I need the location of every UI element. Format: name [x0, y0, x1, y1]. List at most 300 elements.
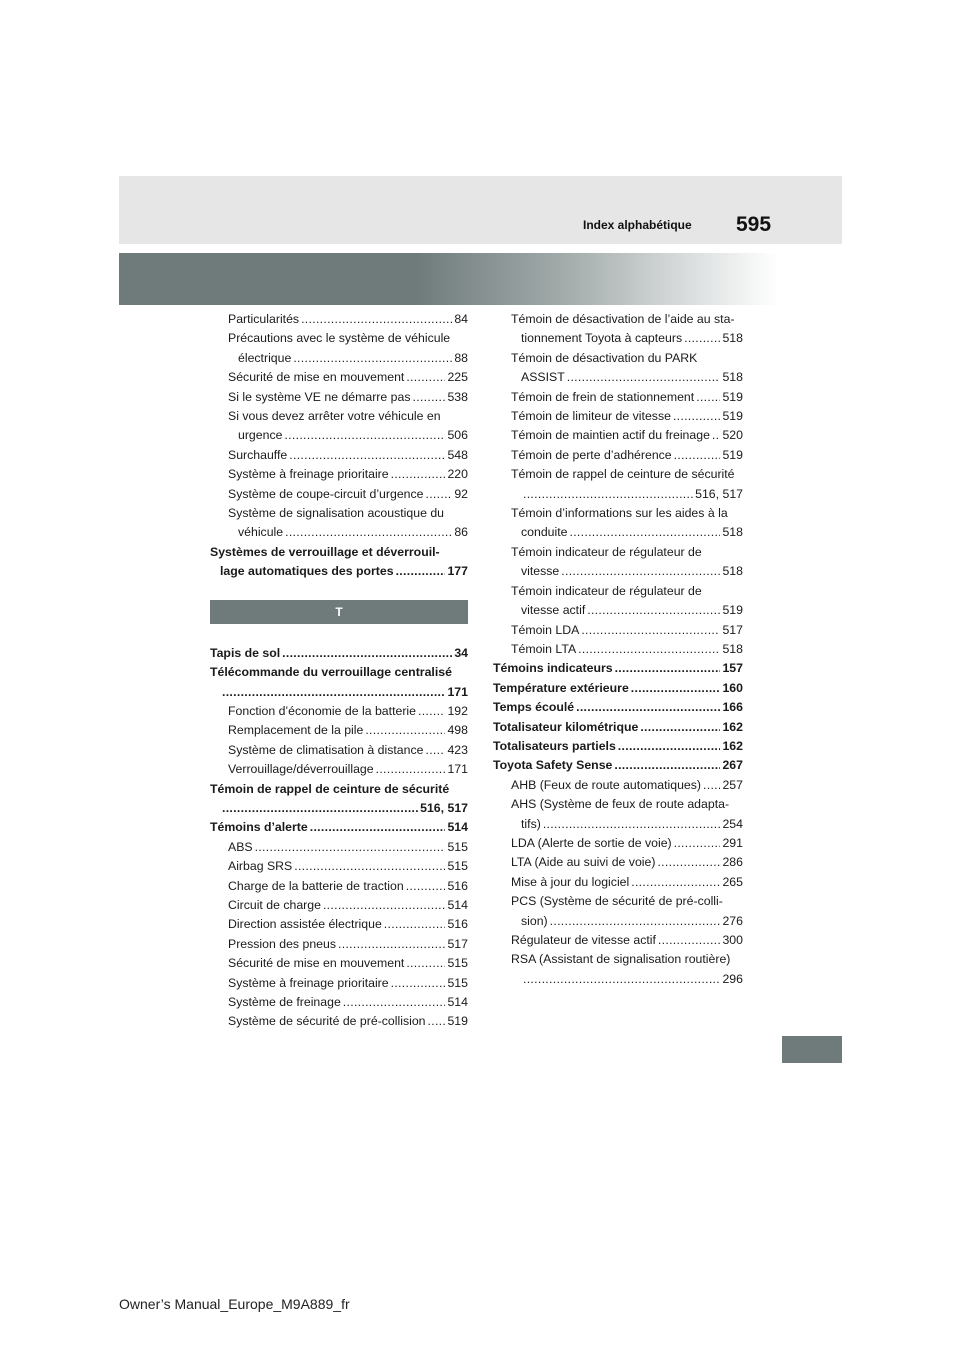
- entry-page-ref: 498: [447, 723, 468, 738]
- index-entry: [493, 795, 743, 834]
- entry-label: Témoin de limiteur de vitesse: [511, 409, 671, 424]
- leader-dots: [418, 702, 445, 721]
- index-entry: [493, 310, 743, 349]
- leader-dots: [640, 718, 720, 737]
- entry-line: [493, 659, 743, 678]
- index-entries-group: [493, 310, 743, 989]
- index-entry: [210, 368, 468, 387]
- entry-line: [228, 368, 468, 387]
- entry-label-continued: véhicule: [238, 525, 284, 540]
- entry-continuation-line: [228, 426, 468, 445]
- entry-continuation-line: [511, 329, 743, 348]
- index-entry: [493, 718, 743, 737]
- entry-label: Sécurité de mise en mouvement: [228, 370, 405, 385]
- entry-page-ref: 265: [722, 874, 743, 889]
- page-number: 595: [736, 213, 772, 236]
- index-entry: [493, 737, 743, 756]
- index-entry: [493, 349, 743, 388]
- entry-page-ref: 517: [447, 936, 468, 951]
- leader-dots: [255, 838, 446, 857]
- index-entry: [210, 543, 468, 582]
- index-entry: [493, 504, 743, 543]
- entry-label: Témoin de rappel de ceinture de sécurité: [210, 781, 450, 796]
- section-letter-band: T: [210, 600, 468, 624]
- entry-label: Système de sécurité de pré-collision: [228, 1014, 426, 1029]
- entry-page-ref: 548: [447, 447, 468, 462]
- index-entry: [210, 935, 468, 954]
- entry-line: [493, 718, 743, 737]
- entry-page-ref: 514: [447, 820, 468, 835]
- entry-label: AHB (Feux de route automatiques): [511, 777, 702, 792]
- entry-page-ref: 267: [722, 758, 743, 773]
- leader-dots: [674, 446, 721, 465]
- entry-line: [511, 388, 743, 407]
- index-entry: [493, 698, 743, 717]
- entry-label-continued: vitesse: [521, 564, 560, 579]
- entry-continuation-line: [511, 368, 743, 387]
- leader-dots: [428, 1012, 446, 1031]
- entry-page-ref: 300: [722, 933, 743, 947]
- leader-dots: [615, 659, 721, 678]
- entry-page-ref: 192: [447, 703, 468, 718]
- leader-dots: [391, 974, 446, 993]
- index-entry: [210, 721, 468, 740]
- leader-dots: [343, 993, 446, 1012]
- index-entry: [493, 892, 743, 931]
- index-entries-group: [210, 644, 468, 1032]
- leader-dots: [618, 737, 721, 756]
- index-entry: [493, 621, 743, 640]
- entry-page-ref: 86: [454, 525, 468, 540]
- index-entry: [493, 873, 743, 892]
- leader-dots: [578, 640, 720, 659]
- entry-line: [511, 640, 743, 659]
- entry-line: [228, 721, 468, 740]
- entry-label: Tapis de sol: [210, 645, 281, 660]
- index-entry: [210, 993, 468, 1012]
- leader-dots: [294, 857, 445, 876]
- entry-label: Témoin de désactivation du PARK: [511, 350, 698, 365]
- entry-page-ref: 516, 517: [420, 800, 468, 815]
- entry-continuation-line: [228, 523, 468, 542]
- entry-line: [210, 818, 468, 837]
- entry-first-line: [511, 349, 743, 368]
- entry-label: Témoin LTA: [511, 641, 577, 656]
- entry-line: [210, 644, 468, 663]
- entry-continuation-line: [210, 683, 468, 702]
- leader-dots: [285, 523, 452, 542]
- entry-page-ref: 92: [454, 486, 468, 501]
- entry-page-ref: 514: [447, 897, 468, 912]
- entry-label: Circuit de charge: [228, 897, 321, 912]
- leader-dots: [284, 426, 445, 445]
- entry-page-ref: 515: [447, 975, 468, 990]
- leader-dots: [696, 388, 720, 407]
- entry-line: [228, 465, 468, 484]
- entry-line: [511, 834, 743, 853]
- index-entry: [210, 485, 468, 504]
- entry-first-line: [511, 504, 743, 523]
- index-entry: [210, 877, 468, 896]
- entry-page-ref: 538: [447, 389, 468, 404]
- entry-line: [228, 935, 468, 954]
- entry-line: [493, 737, 743, 756]
- index-entry: [210, 702, 468, 721]
- entry-first-line: [511, 543, 743, 562]
- entry-label: Précautions avec le système de véhicule: [228, 331, 451, 346]
- entry-page-ref: 519: [722, 389, 743, 404]
- entry-page-ref: 286: [722, 855, 743, 870]
- index-entry: [210, 446, 468, 465]
- leader-dots: [561, 562, 720, 581]
- entry-line: [228, 877, 468, 896]
- entry-label-continued: conduite: [521, 525, 568, 540]
- entry-label: Système à freinage prioritaire: [228, 467, 389, 482]
- entry-page-ref: 518: [722, 370, 743, 385]
- entry-label: Surchauffe: [228, 447, 288, 462]
- entry-label: Témoin de désactivation de l’aide au sta-: [511, 312, 735, 326]
- entry-label: Totalisateur kilométrique: [493, 719, 639, 734]
- entry-line: [228, 702, 468, 721]
- leader-dots: [412, 388, 445, 407]
- entry-first-line: [511, 892, 743, 911]
- entry-page-ref: 88: [454, 350, 468, 365]
- index-entry: [210, 741, 468, 760]
- leader-dots: [396, 562, 446, 581]
- entry-line: [228, 915, 468, 934]
- leader-dots: [365, 721, 445, 740]
- entry-page-ref: 516, 517: [695, 486, 743, 501]
- index-entry: [493, 582, 743, 621]
- entry-label: Si le système VE ne démarre pas: [228, 389, 411, 404]
- entry-label: Si vous devez arrêter votre véhicule en: [228, 409, 441, 424]
- entry-line: [493, 698, 743, 717]
- leader-dots: [384, 915, 446, 934]
- entry-first-line: [228, 329, 468, 348]
- entry-label: Direction assistée électrique: [228, 917, 382, 932]
- entry-page-ref: 518: [722, 641, 743, 656]
- leader-dots: [338, 935, 445, 954]
- entry-line: [511, 931, 743, 950]
- entry-label: Témoin LDA: [511, 622, 580, 637]
- index-entry: [210, 760, 468, 779]
- index-entry: [493, 950, 743, 989]
- leader-dots: [406, 368, 445, 387]
- entry-label: PCS (Système de sécurité de pré-colli-: [511, 894, 723, 909]
- entry-page-ref: 514: [447, 995, 468, 1009]
- entry-line: [228, 1012, 468, 1031]
- entry-page-ref: 515: [447, 859, 468, 874]
- leader-dots: [293, 349, 452, 368]
- leader-dots: [406, 877, 446, 896]
- entry-label-continued: urgence: [238, 428, 283, 443]
- entry-page-ref: 518: [722, 525, 743, 540]
- entry-page-ref: 517: [722, 622, 743, 637]
- index-column-right: [493, 310, 743, 989]
- entry-continuation-line: [511, 970, 743, 989]
- entry-label-continued: sion): [521, 913, 548, 928]
- entry-first-line: [511, 795, 743, 814]
- index-entry: [210, 407, 468, 446]
- leader-dots: [523, 970, 720, 989]
- entry-continuation-line: [511, 601, 743, 620]
- entry-label: Pression des pneus: [228, 936, 337, 951]
- entry-line: [511, 621, 743, 640]
- leader-dots: [425, 741, 445, 760]
- index-entry: [210, 465, 468, 484]
- entry-label: Airbag SRS: [228, 859, 293, 874]
- entry-page-ref: 160: [722, 680, 743, 695]
- leader-dots: [301, 310, 452, 329]
- leader-dots: [391, 465, 446, 484]
- entry-label-continued: électrique: [238, 350, 292, 365]
- entry-label: Témoins indicateurs: [493, 661, 613, 676]
- entry-continuation-line: [511, 562, 743, 581]
- leader-dots: [657, 853, 720, 872]
- index-entry: [210, 1012, 468, 1031]
- index-entry: [493, 543, 743, 582]
- entry-first-line: [511, 950, 743, 969]
- entry-line: [228, 857, 468, 876]
- entry-line: [511, 407, 743, 426]
- entry-page-ref: 516: [447, 878, 468, 893]
- entry-label: Temps écoulé: [493, 700, 575, 715]
- entry-line: [228, 741, 468, 760]
- entry-page-ref: 166: [722, 700, 743, 715]
- entry-continuation-line: [210, 562, 468, 581]
- entry-label-continued: tifs): [521, 816, 541, 831]
- decorative-gradient-bar: [119, 253, 779, 305]
- leader-dots: [523, 485, 693, 504]
- entry-line: [493, 679, 743, 698]
- entry-label: Température extérieure: [493, 680, 629, 695]
- index-entry: [493, 446, 743, 465]
- entry-label: Verrouillage/déverrouillage: [228, 762, 374, 777]
- entry-label-continued: vitesse actif: [521, 603, 586, 618]
- entry-label: Témoin de rappel de ceinture de sécurité: [511, 467, 735, 482]
- leader-dots: [543, 815, 721, 834]
- leader-dots: [282, 644, 452, 663]
- entry-label: Particularités: [228, 312, 300, 326]
- leader-dots: [323, 896, 446, 915]
- entry-label: Télécommande du verrouillage centralisé: [210, 665, 452, 680]
- index-entry: [210, 780, 468, 819]
- entry-page-ref: 254: [722, 816, 743, 831]
- entry-label: Régulateur de vitesse actif: [511, 933, 656, 947]
- entry-page-ref: 519: [722, 603, 743, 618]
- index-entry: [493, 465, 743, 504]
- leader-dots: [310, 818, 446, 837]
- entry-page-ref: 84: [454, 312, 468, 326]
- leader-dots: [570, 523, 721, 542]
- entry-label: Système de freinage: [228, 995, 341, 1009]
- entry-page-ref: 520: [722, 428, 743, 443]
- leader-dots: [289, 446, 445, 465]
- index-entry: [210, 310, 468, 329]
- entry-label: Fonction d’économie de la batterie: [228, 703, 416, 718]
- entry-line: [228, 838, 468, 857]
- entry-first-line: [511, 465, 743, 484]
- entry-page-ref: 506: [447, 428, 468, 443]
- entry-page-ref: 157: [722, 661, 743, 676]
- index-entry: [493, 679, 743, 698]
- entry-line: [511, 426, 743, 445]
- entry-label: Témoin indicateur de régulateur de: [511, 583, 702, 598]
- index-column-left: [210, 310, 468, 1032]
- leader-dots: [567, 368, 721, 387]
- entry-label-continued: lage automatiques des portes: [220, 564, 394, 579]
- index-entry: [493, 659, 743, 678]
- leader-dots: [222, 683, 445, 702]
- index-entry: [210, 504, 468, 543]
- entry-page-ref: 171: [447, 684, 468, 699]
- index-entry: [493, 426, 743, 445]
- entry-line: [228, 446, 468, 465]
- entry-first-line: [210, 543, 468, 562]
- section-title: Index alphabétique: [583, 218, 692, 232]
- entry-page-ref: 515: [447, 839, 468, 854]
- index-entry: [493, 756, 743, 775]
- header-band: [119, 176, 842, 244]
- index-entry: [493, 776, 743, 795]
- index-entry: [493, 388, 743, 407]
- entry-page-ref: 518: [722, 564, 743, 579]
- entry-label: LDA (Alerte de sortie de voie): [511, 835, 672, 850]
- index-entry: [210, 329, 468, 368]
- index-entry: [210, 644, 468, 663]
- entry-label: LTA (Aide au suivi de voie): [511, 855, 656, 870]
- entry-label-continued: ASSIST: [521, 370, 565, 385]
- leader-dots: [222, 799, 418, 818]
- index-entry: [210, 896, 468, 915]
- leader-dots: [674, 834, 721, 853]
- entry-continuation-line: [210, 799, 468, 818]
- entry-line: [228, 896, 468, 915]
- footer-document-id: Owner’s Manual_Europe_M9A889_fr: [119, 1296, 350, 1312]
- leader-dots: [406, 954, 445, 973]
- leader-dots: [712, 426, 721, 445]
- leader-dots: [703, 776, 720, 795]
- entry-line: [493, 756, 743, 775]
- entry-page-ref: 34: [454, 645, 468, 660]
- leader-dots: [376, 760, 446, 779]
- chapter-tab: [782, 1036, 842, 1063]
- leader-dots: [631, 873, 720, 892]
- index-entry: [210, 838, 468, 857]
- entry-line: [228, 954, 468, 973]
- leader-dots: [581, 621, 720, 640]
- leader-dots: [684, 329, 720, 348]
- entry-label: Témoins d’alerte: [210, 820, 308, 835]
- entry-first-line: [511, 582, 743, 601]
- entry-page-ref: 291: [722, 835, 743, 850]
- leader-dots: [614, 756, 720, 775]
- entry-label: Système de signalisation acoustique du: [228, 506, 445, 521]
- index-entry: [210, 974, 468, 993]
- entry-label: Totalisateurs partiels: [493, 738, 616, 753]
- entry-label: RSA (Assistant de signalisation routière): [511, 952, 731, 967]
- entry-label: Charge de la batterie de traction: [228, 878, 404, 893]
- entry-label: Témoin de frein de stationnement: [511, 389, 695, 404]
- leader-dots: [673, 407, 721, 426]
- entry-label: AHS (Système de feux de route adapta-: [511, 797, 730, 812]
- index-entry: [210, 388, 468, 407]
- entry-continuation-line: [228, 349, 468, 368]
- entry-label: Témoin de perte d’adhérence: [511, 447, 672, 462]
- leader-dots: [631, 679, 721, 698]
- entry-page-ref: 519: [722, 409, 743, 424]
- entry-page-ref: 518: [722, 331, 743, 346]
- entry-line: [511, 776, 743, 795]
- index-entry: [210, 915, 468, 934]
- entry-line: [228, 485, 468, 504]
- entry-first-line: [228, 407, 468, 426]
- index-entry: [210, 663, 468, 702]
- index-entries-group: [210, 310, 468, 582]
- entry-first-line: [511, 310, 743, 329]
- entry-page-ref: 171: [447, 762, 468, 777]
- entry-label: Témoin indicateur de régulateur de: [511, 544, 702, 559]
- entry-page-ref: 162: [722, 719, 743, 734]
- entry-page-ref: 423: [447, 742, 468, 757]
- entry-page-ref: 519: [722, 447, 743, 462]
- entry-page-ref: 177: [447, 564, 468, 579]
- entry-first-line: [228, 504, 468, 523]
- entry-page-ref: 220: [447, 467, 468, 482]
- entry-continuation-line: [511, 523, 743, 542]
- entry-continuation-line: [511, 815, 743, 834]
- entry-line: [511, 873, 743, 892]
- leader-dots: [658, 931, 721, 950]
- entry-line: [228, 388, 468, 407]
- entry-label: Témoin de maintien actif du freinage: [511, 428, 710, 443]
- entry-label: Remplacement de la pile: [228, 723, 364, 738]
- entry-label: Système de coupe-circuit d’urgence: [228, 486, 424, 501]
- entry-line: [228, 993, 468, 1012]
- entry-label: Système à freinage prioritaire: [228, 975, 389, 990]
- entry-label: Témoin d’informations sur les aides à la: [511, 506, 728, 521]
- entry-line: [228, 974, 468, 993]
- entry-label: ABS: [228, 839, 253, 854]
- entry-page-ref: 519: [447, 1014, 468, 1029]
- entry-continuation-line: [511, 485, 743, 504]
- leader-dots: [576, 698, 720, 717]
- entry-first-line: [210, 663, 468, 682]
- entry-continuation-line: [511, 912, 743, 931]
- entry-page-ref: 296: [722, 971, 743, 986]
- entry-line: [511, 853, 743, 872]
- entry-label: Système de climatisation à distance: [228, 742, 424, 757]
- entry-label: Sécurité de mise en mouvement: [228, 956, 405, 971]
- index-entry: [493, 834, 743, 853]
- index-entry: [493, 931, 743, 950]
- entry-first-line: [210, 780, 468, 799]
- index-entry: [493, 640, 743, 659]
- entry-page-ref: 276: [722, 913, 743, 928]
- leader-dots: [587, 601, 720, 620]
- index-entry: [210, 954, 468, 973]
- index-entry: [210, 857, 468, 876]
- entry-line: [228, 760, 468, 779]
- entry-line: [511, 446, 743, 465]
- entry-page-ref: 225: [447, 370, 468, 385]
- index-entry: [493, 853, 743, 872]
- leader-dots: [550, 912, 721, 931]
- entry-label: Mise à jour du logiciel: [511, 874, 630, 889]
- entry-page-ref: 515: [447, 956, 468, 971]
- entry-page-ref: 162: [722, 738, 743, 753]
- entry-label: Systèmes de verrouillage et déverrouil-: [210, 544, 440, 559]
